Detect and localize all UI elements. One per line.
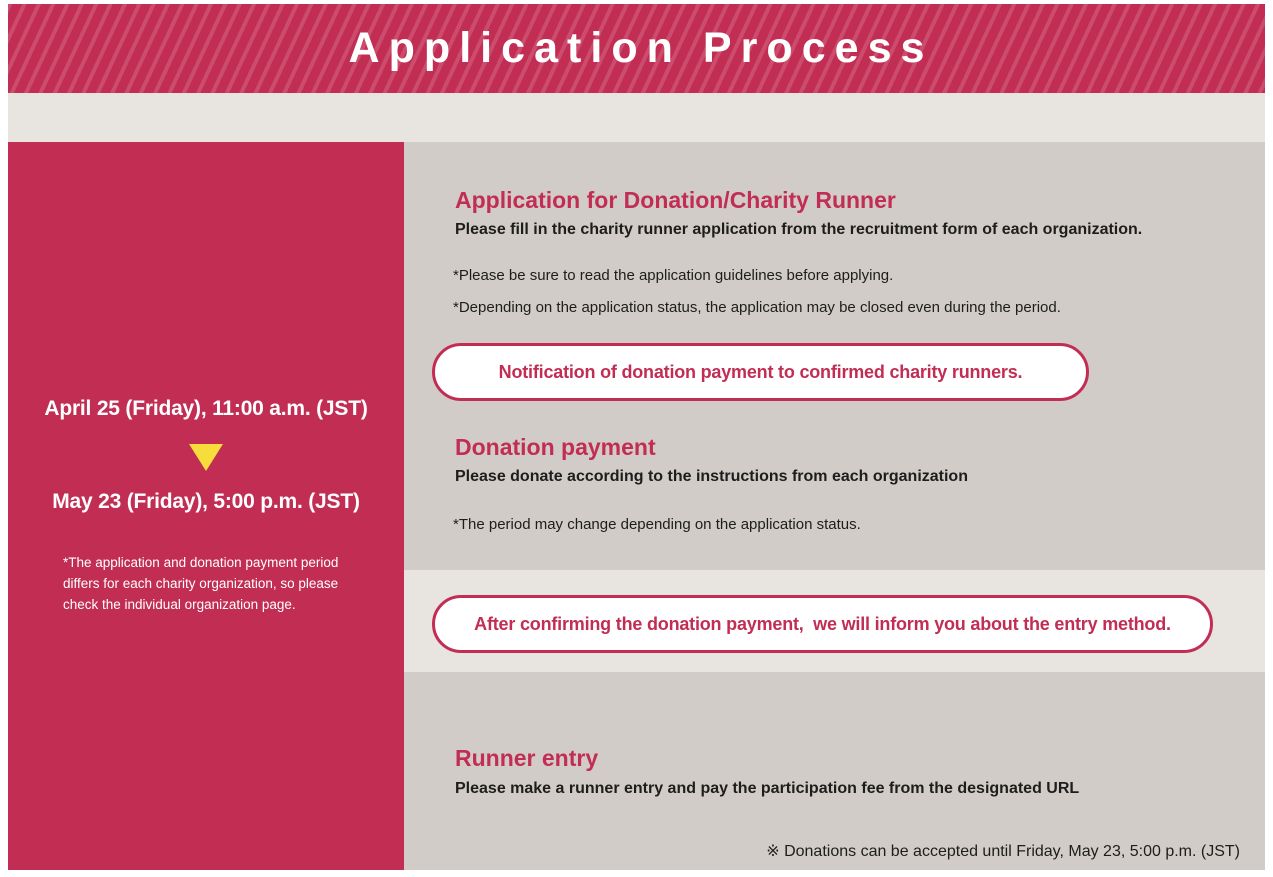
step-note-closure: *Depending on the application status, the application may be closed even during the period.: [453, 299, 1061, 316]
step-body-application: Please fill in the charity runner application from the recruitment form of each organization.: [455, 221, 1143, 238]
step-heading-donation: Donation payment: [455, 434, 656, 460]
step-heading-application: Application for Donation/Charity Runner: [455, 187, 896, 213]
triangle-down-icon: [189, 444, 223, 471]
notification-callout-pill: Notification of donation payment to confirmed charity runners.: [432, 343, 1089, 401]
step-heading-runner-entry: Runner entry: [455, 745, 599, 771]
step-note-period-change: *The period may change depending on the application status.: [453, 516, 861, 533]
header-spacer-strip: [8, 93, 1265, 142]
period-start-date: April 25 (Friday), 11:00 a.m. (JST): [44, 397, 368, 420]
period-end-date: May 23 (Friday), 5:00 p.m. (JST): [52, 490, 360, 513]
entry-method-callout-pill: After confirming the donation payment, we will inform you about the entry method.: [432, 595, 1213, 653]
period-note-line: check the individual organization page.: [63, 597, 296, 612]
step-body-donation: Please donate according to the instructions from each organization: [455, 468, 968, 485]
donation-deadline-note: ※ Donations can be accepted until Friday, May 23, 5:00 p.m. (JST): [766, 843, 1240, 860]
application-period-sidebar: [8, 142, 404, 870]
period-note-line: *The application and donation payment period: [63, 555, 339, 570]
period-note: [63, 552, 338, 615]
header-banner: [8, 4, 1265, 93]
step-note-guidelines: *Please be sure to read the application guidelines before applying.: [453, 267, 894, 284]
period-note-line: differs for each charity organization, so please: [63, 576, 339, 591]
process-steps-content: [404, 142, 1265, 870]
step-body-runner-entry: Please make a runner entry and pay the participation fee from the designated URL: [455, 780, 1080, 797]
page-title: Application Process: [348, 24, 934, 72]
